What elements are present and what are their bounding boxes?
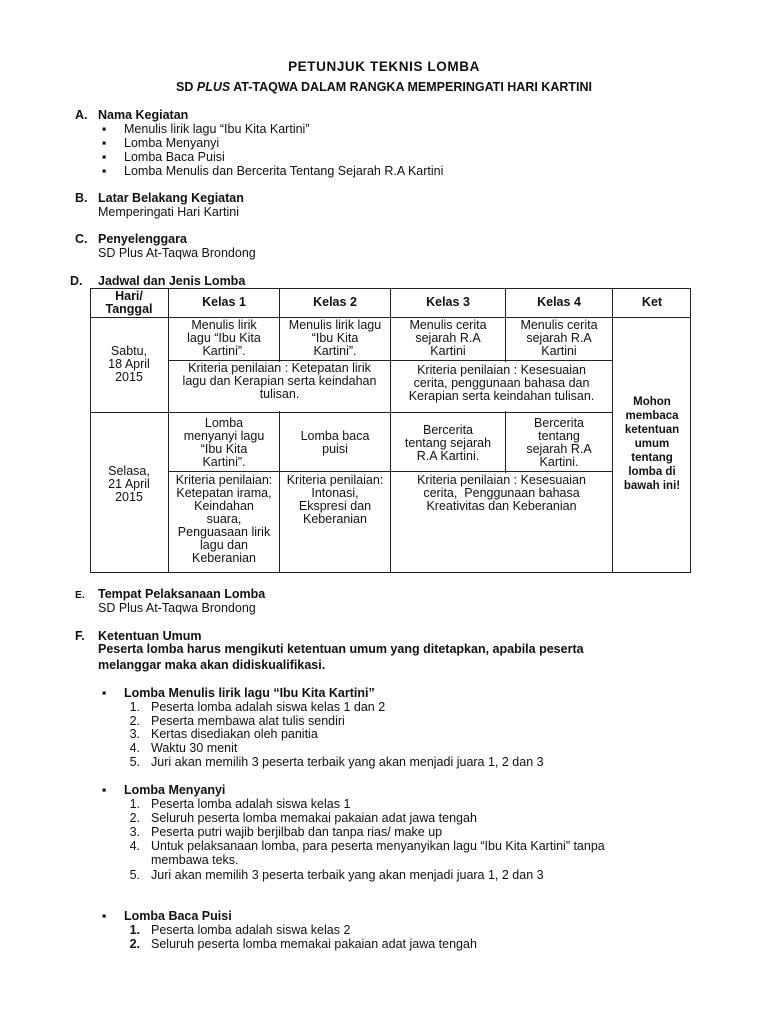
list-item: Peserta membawa alat tulis sendiri bbox=[151, 714, 345, 728]
lomba-menulis-heading: Lomba Menulis lirik lagu “Ibu Kita Kartini” bbox=[124, 686, 375, 700]
header-kelas-1: Kelas 1 bbox=[202, 296, 246, 309]
bullet-marker: ▪ bbox=[102, 783, 107, 797]
section-f-heading: Ketentuan Umum bbox=[98, 629, 202, 643]
day2-kelas3: Bercerita tentang sejarah R.A Kartini. bbox=[404, 424, 492, 463]
day2-kelas4: Bercerita tentang sejarah R.A Kartini. bbox=[526, 417, 592, 469]
header-kelas-3: Kelas 3 bbox=[426, 296, 470, 309]
header-hari-tanggal: Hari/ Tanggal bbox=[105, 290, 153, 316]
bullet-marker: ▪ bbox=[102, 164, 107, 178]
lomba-puisi-heading: Lomba Baca Puisi bbox=[124, 909, 232, 923]
list-number: 5. bbox=[129, 868, 140, 882]
bullet-marker: ▪ bbox=[102, 122, 107, 136]
section-f-intro-line2: melanggar maka akan didiskualifikasi. bbox=[98, 658, 326, 672]
lomba-menyanyi-heading: Lomba Menyanyi bbox=[124, 783, 226, 797]
subtitle-prefix: SD bbox=[176, 80, 197, 94]
list-number: 2. bbox=[129, 811, 140, 825]
document-title: PETUNJUK TEKNIS LOMBA bbox=[288, 59, 480, 74]
section-b-heading: Latar Belakang Kegiatan bbox=[98, 191, 244, 205]
list-number: 4. bbox=[129, 839, 140, 853]
list-item: Peserta lomba adalah siswa kelas 1 bbox=[151, 797, 351, 811]
ket-note: Mohon membaca ketentuan umum tentang lomba di bawah ini! bbox=[623, 396, 681, 492]
day2-date: Selasa, 21 April 2015 bbox=[108, 465, 150, 504]
bullet-marker: ▪ bbox=[102, 136, 107, 150]
list-item: Peserta putri wajib berjilbab dan tanpa rias/ make up bbox=[151, 825, 443, 839]
day1-kelas4: Menulis cerita sejarah R.A Kartini bbox=[520, 319, 598, 358]
section-e-text: SD Plus At-Taqwa Brondong bbox=[98, 601, 256, 615]
section-d-letter: D. bbox=[70, 274, 83, 288]
list-number: 2. bbox=[129, 714, 140, 728]
section-c-heading: Penyelenggara bbox=[98, 232, 187, 246]
bullet-marker: ▪ bbox=[102, 909, 107, 923]
day1-kelas1: Menulis lirik lagu “Ibu Kita Kartini”. bbox=[187, 319, 261, 358]
section-a-heading: Nama Kegiatan bbox=[98, 108, 189, 122]
header-ket: Ket bbox=[641, 296, 663, 309]
list-item: Waktu 30 menit bbox=[151, 741, 238, 755]
day1-kriteria-kelas34: Kriteria penilaian : Kesesuaian cerita, penggunaan bahasa dan Kerapian serta keindahan tulisan. bbox=[408, 364, 595, 403]
section-c-text: SD Plus At-Taqwa Brondong bbox=[98, 246, 256, 260]
header-kelas-2: Kelas 2 bbox=[313, 296, 357, 309]
day1-kelas2: Menulis lirik lagu “Ibu Kita Kartini”. bbox=[288, 319, 382, 358]
list-item: Kertas disediakan oleh panitia bbox=[151, 727, 318, 741]
list-item: Peserta lomba adalah siswa kelas 1 dan 2 bbox=[151, 700, 386, 714]
list-number: 3. bbox=[129, 825, 140, 839]
section-a-item: Lomba Menulis dan Bercerita Tentang Sejarah R.A Kartini bbox=[124, 164, 444, 178]
list-item: Seluruh peserta lomba memakai pakaian adat jawa tengah bbox=[151, 811, 477, 825]
list-item: Seluruh peserta lomba memakai pakaian adat jawa tengah bbox=[151, 937, 477, 951]
day1-date: Sabtu, 18 April 2015 bbox=[108, 345, 150, 384]
section-f-intro-line1: Peserta lomba harus mengikuti ketentuan umum yang ditetapkan, apabila peserta bbox=[98, 642, 584, 656]
list-number: 1. bbox=[129, 923, 140, 937]
list-item: Untuk pelaksanaan lomba, para peserta menyanyikan lagu “Ibu Kita Kartini” tanpa bbox=[151, 839, 605, 853]
section-a-item: Lomba Baca Puisi bbox=[124, 150, 225, 164]
section-d-heading: Jadwal dan Jenis Lomba bbox=[98, 274, 246, 288]
list-item: Juri akan memilih 3 peserta terbaik yang akan menjadi juara 1, 2 dan 3 bbox=[151, 868, 544, 882]
subtitle-italic: PLUS bbox=[196, 80, 231, 94]
section-f-letter: F. bbox=[75, 629, 85, 643]
document-subtitle bbox=[0, 80, 768, 94]
list-number: 5. bbox=[129, 755, 140, 769]
bullet-marker: ▪ bbox=[102, 686, 107, 700]
section-a-item: Lomba Menyanyi bbox=[124, 136, 220, 150]
section-a-letter: A. bbox=[75, 108, 88, 122]
bullet-marker: ▪ bbox=[102, 150, 107, 164]
day2-kelas2: Lomba baca puisi bbox=[300, 430, 370, 456]
schedule-table bbox=[90, 288, 691, 573]
day2-kriteria-kelas34: Kriteria penilaian : Kesesuaian cerita, Penggunaan bahasa Kreativitas dan Keberanian bbox=[417, 474, 586, 513]
list-number: 2. bbox=[129, 937, 140, 951]
list-number: 3. bbox=[129, 727, 140, 741]
list-item: Juri akan memilih 3 peserta terbaik yang akan menjadi juara 1, 2 dan 3 bbox=[151, 755, 544, 769]
day2-kriteria-kelas1: Kriteria penilaian: Ketepatan irama, Keindahan suara, Penguasaan lirik lagu dan Keberanian bbox=[175, 474, 273, 565]
section-e-heading: Tempat Pelaksanaan Lomba bbox=[98, 587, 266, 601]
header-kelas-4: Kelas 4 bbox=[537, 296, 581, 309]
list-number: 1. bbox=[129, 700, 140, 714]
section-b-text: Memperingati Hari Kartini bbox=[98, 205, 240, 219]
section-a-item: Menulis lirik lagu “Ibu Kita Kartini” bbox=[124, 122, 310, 136]
day2-kelas1: Lomba menyanyi lagu “Ibu Kita Kartini”. bbox=[183, 417, 265, 469]
section-e-letter: E. bbox=[75, 589, 85, 601]
list-number: 1. bbox=[129, 797, 140, 811]
day2-kriteria-kelas2: Kriteria penilaian: Intonasi, Ekspresi dan Keberanian bbox=[286, 474, 384, 526]
day1-kriteria-kelas12: Kriteria penilaian : Ketepatan lirik lagu dan Kerapian serta keindahan tulisan. bbox=[182, 362, 377, 401]
list-item: Peserta lomba adalah siswa kelas 2 bbox=[151, 923, 351, 937]
list-number: 4. bbox=[129, 741, 140, 755]
day1-kelas3: Menulis cerita sejarah R.A Kartini bbox=[409, 319, 487, 358]
list-item-continuation: membawa teks. bbox=[151, 853, 239, 867]
section-b-letter: B. bbox=[75, 191, 88, 205]
section-c-letter: C. bbox=[75, 232, 88, 246]
subtitle-rest: AT-TAQWA DALAM RANGKA MEMPERINGATI HARI KARTINI bbox=[230, 80, 592, 94]
